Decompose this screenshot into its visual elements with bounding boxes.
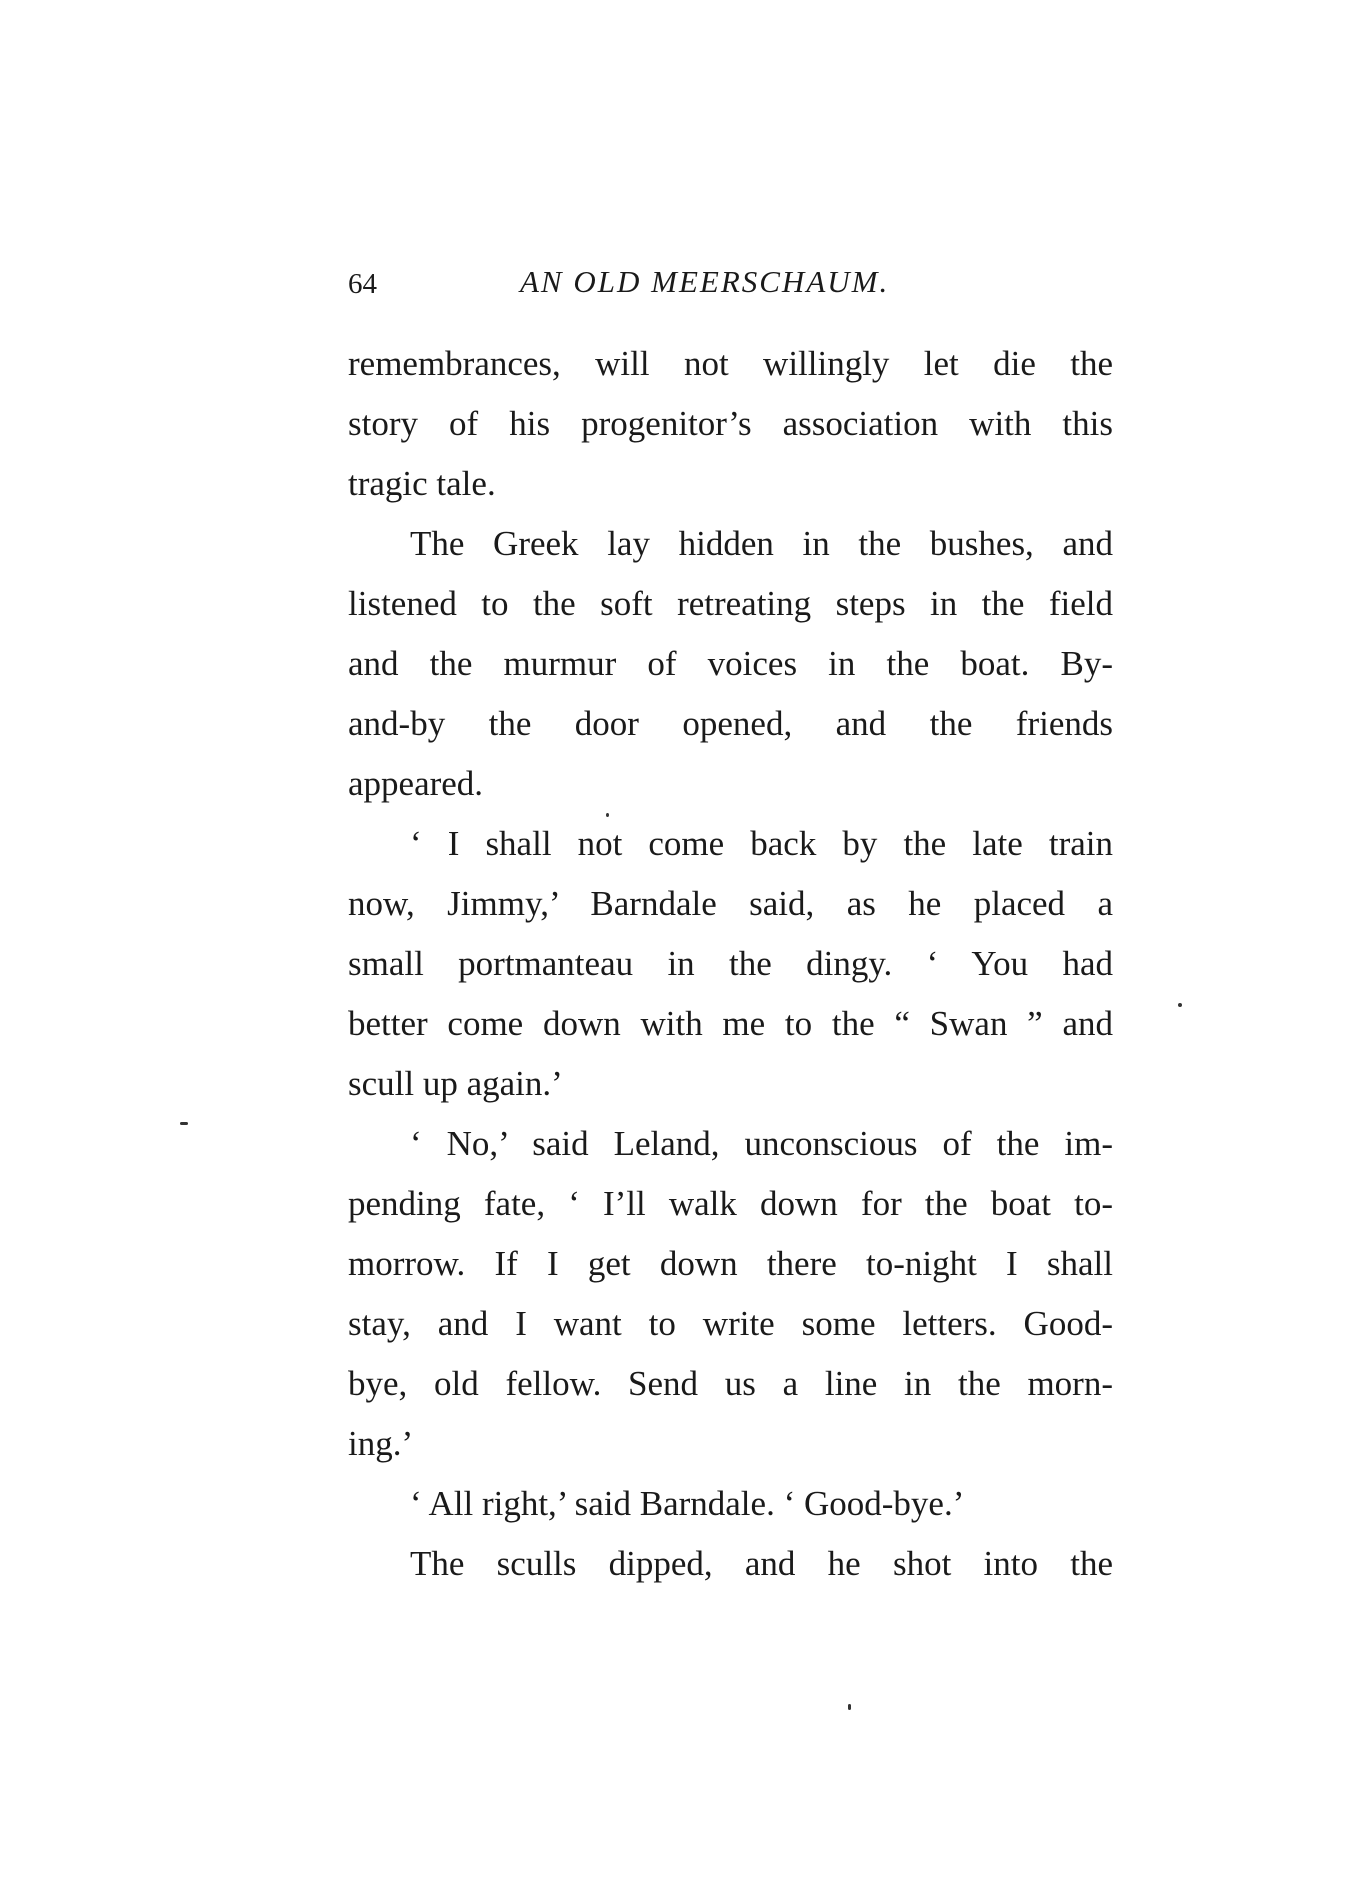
running-title: AN OLD MEERSCHAUM. — [520, 264, 890, 299]
text-line: ‘ I shall not come back by the late train — [410, 824, 1113, 863]
text-line: ing.’ — [348, 1424, 414, 1463]
text-line: stay, and I want to write some letters. Good- — [348, 1304, 1113, 1343]
text-line: The Greek lay hidden in the bushes, and — [410, 524, 1113, 563]
text-line: morrow. If I get down there to-night I shall — [348, 1244, 1113, 1283]
text-line: now, Jimmy,’ Barndale said, as he placed a — [348, 884, 1113, 923]
print-speck — [180, 1122, 188, 1125]
text-line: ‘ All right,’ said Barndale. ‘ Good-bye.’ — [410, 1484, 965, 1523]
text-line: bye, old fellow. Send us a line in the morn- — [348, 1364, 1113, 1403]
text-line: ‘ No,’ said Leland, unconscious of the im- — [410, 1124, 1113, 1163]
text-line: and the murmur of voices in the boat. By- — [348, 644, 1113, 683]
text-line: and-by the door opened, and the friends — [348, 704, 1113, 743]
body-text — [348, 334, 1113, 1594]
text-line: scull up again.’ — [348, 1064, 563, 1103]
text-line: story of his progenitor’s association with this — [348, 404, 1113, 443]
text-line: pending fate, ‘ I’ll walk down for the boat to- — [348, 1184, 1113, 1223]
text-line: small portmanteau in the dingy. ‘ You had — [348, 944, 1113, 983]
text-line: The sculls dipped, and he shot into the — [410, 1544, 1113, 1583]
page-header — [348, 264, 1113, 314]
print-speck — [606, 813, 609, 817]
text-line: remembrances, will not willingly let die the — [348, 344, 1113, 383]
print-speck — [1178, 1003, 1182, 1007]
print-speck — [848, 1704, 851, 1710]
text-line: tragic tale. — [348, 464, 496, 503]
page-number: 64 — [348, 268, 377, 300]
text-line: better come down with me to the “ Swan ” and — [348, 1004, 1113, 1043]
text-line: listened to the soft retreating steps in the field — [348, 584, 1113, 623]
text-line: appeared. — [348, 764, 484, 803]
